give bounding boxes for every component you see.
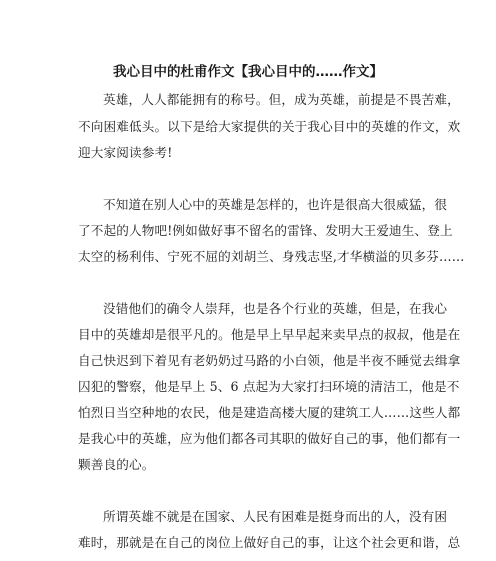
document-title: 我心目中的杜甫作文【我心目中的……作文】 <box>113 64 383 80</box>
text-line: 自己快迟到下着见有老奶奶过马路的小白领，他是半夜不睡觉去缉拿 <box>78 353 461 368</box>
text-line: 英雄，人人都能拥有的称号。但，成为英雄，前提是不畏苦难， <box>103 92 460 107</box>
text-line: 所谓英雄不就是在国家、人民有困难是挺身而出的人，没有困 <box>103 509 448 524</box>
text-line: 不知道在别人心中的英雄是怎样的，也许是很高大很威猛，很 <box>103 197 448 212</box>
text-line: 了不起的人物吧!例如做好事不留名的雷锋、发明大王爱迪生、登上 <box>78 223 453 238</box>
text-line: 是我心中的英雄，应为他们都各司其职的做好自己的事，他们都有一 <box>78 431 461 446</box>
text-line: 怕烈日当空种地的农民，他是建造高楼大厦的建筑工人……这些人都 <box>78 405 461 420</box>
text-line: 目中的英雄却是很平凡的。他是早上早早起来卖早点的叔叔，他是在 <box>78 327 461 342</box>
text-line: 迎大家阅读参考! <box>78 145 173 160</box>
text-line: 太空的杨利伟、宁死不屈的刘胡兰、身残志坚,才华横溢的贝多芬…… <box>78 249 465 264</box>
text-line: 没错他们的确令人崇拜，也是各个行业的英雄，但是，在我心 <box>103 301 448 316</box>
text-line: 囚犯的警察，他是早上 5、6 点起为大家打扫环境的清洁工，他是不 <box>78 379 460 394</box>
text-line: 颗善良的心。 <box>78 457 155 472</box>
text-line: 不向困难低头。以下是给大家提供的关于我心目中的英雄的作文，欢 <box>78 119 461 134</box>
text-line: 难时，那就是在自己的岗位上做好自己的事，让这个社会更和谐，总 <box>78 535 461 550</box>
